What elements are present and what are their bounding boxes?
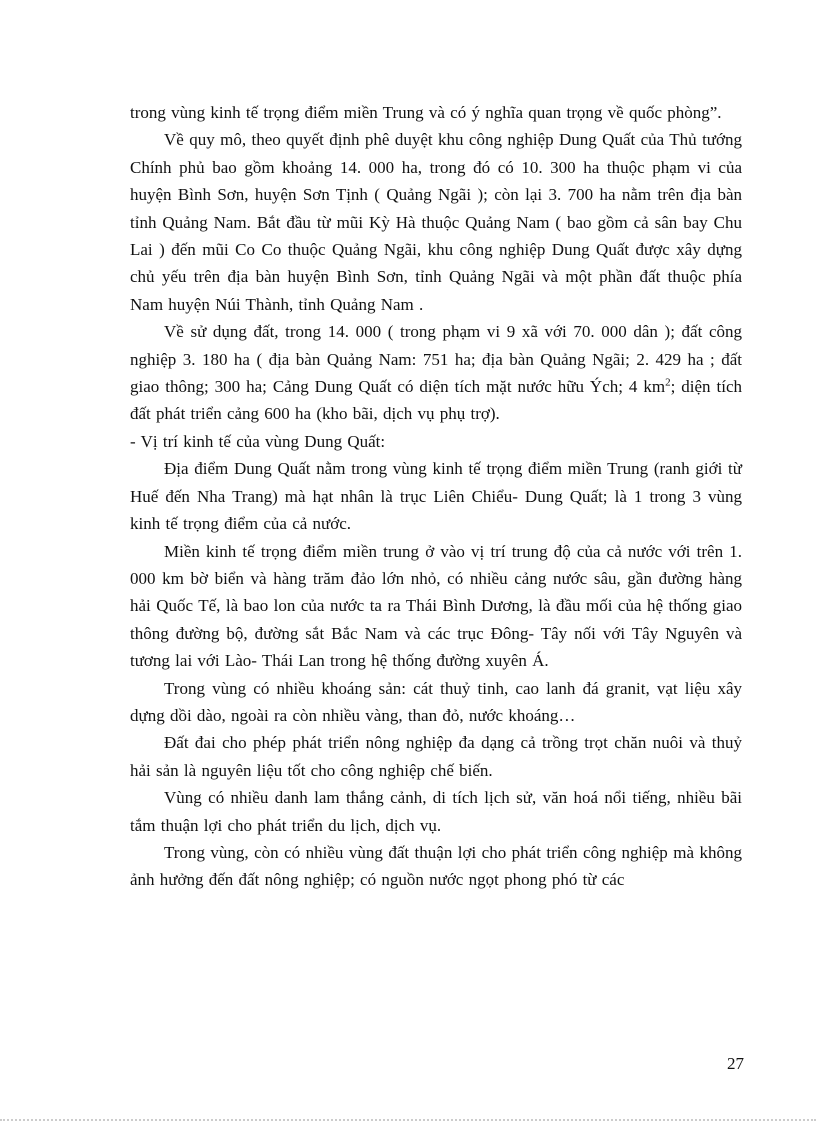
paragraph-text: - Vị trí kinh tế của vùng Dung Quất: — [130, 431, 386, 451]
paragraph-text: Trong vùng có nhiều khoáng sản: cát thuỷ tinh, cao lanh đá granit, vạt liệu xây dựng dồi dào, ngoài ra còn nhiều vàng, than đỏ, nước khoáng… — [130, 678, 742, 725]
paragraph-text: trong vùng kinh tế trọng điểm miền Trung và có ý nghĩa quan trọng về quốc phòng”. — [130, 103, 722, 122]
paragraph — [130, 839, 742, 894]
paragraph-text: Miền kinh tế trọng điểm miền trung ở vào vị trí trung độ của cả nước với trên 1. 000 km bờ biển và hàng trăm đảo lớn nhỏ, có nhiều cảng nước sâu, gần đường hàng hải Quốc Tế, là bao lon của nước ta ra Thái Bình Dương, là đầu mối của hệ thống giao thông đường bộ, đường sắt Bắc Nam và các trục Đông- Tây nối với Tây Nguyên và tương lai với Lào- Thái Lan trong hệ thống đường xuyên Á. — [130, 541, 742, 671]
scan-artifact-line — [0, 1119, 816, 1121]
paragraph — [130, 455, 742, 537]
paragraph-text: Đất đai cho phép phát triển nông nghiệp đa dạng cả trồng trọt chăn nuôi và thuỷ hải sản là nguyên liệu tốt cho công nghiệp chế biến. — [130, 733, 742, 780]
paragraph — [130, 428, 742, 455]
paragraph — [130, 784, 742, 839]
paragraph-text: Địa điểm Dung Quất nằm trong vùng kinh tế trọng điểm miền Trung (ranh giới từ Huế đến Nha Trang) mà hạt nhân là trục Liên Chiểu- Dung Quất; là 1 trong 3 vùng kinh tế trọng điểm của cả nước. — [130, 459, 742, 534]
paragraph — [130, 318, 742, 428]
paragraph — [130, 729, 742, 784]
paragraph-text: Về sử dụng đất, trong 14. 000 ( trong phạm vi 9 xã với 70. 000 dân ); đất công nghiệp 3. 180 ha ( địa bàn Quảng Nam: 751 ha; địa bàn Quảng Ngãi; 2. 429 ha ; đất giao thông; 300 ha; Cảng Dung Quất có diện tích mặt nước hữu Ých; 4 km — [130, 322, 742, 397]
paragraph — [130, 675, 742, 730]
paragraph — [130, 538, 742, 675]
paragraph — [130, 99, 742, 126]
superscript-text: 2 — [665, 376, 671, 389]
document-body — [130, 99, 742, 894]
paragraph-text: Trong vùng, còn có nhiều vùng đất thuận lợi cho phát triển công nghiệp mà không ảnh hưởng đến đất nông nghiệp; có nguồn nước ngọt phong phó từ các — [130, 842, 742, 890]
paragraph-text: Vùng có nhiều danh lam thắng cảnh, di tích lịch sử, văn hoá nổi tiếng, nhiều bãi tắm thuận lợi cho phát triển du lịch, dịch vụ. — [130, 788, 742, 835]
paragraph — [130, 126, 742, 318]
paragraph-text: ; diện tích đất phát triển cảng 600 ha (kho bãi, dịch vụ phụ trợ). — [130, 377, 743, 424]
page-number: 27 — [727, 1054, 744, 1073]
paragraph-text: Về quy mô, theo quyết định phê duyệt khu công nghiệp Dung Quất của Thủ tướng Chính phủ bao gồm khoảng 14. 000 ha, trong đó có 10. 300 ha thuộc phạm vi của huyện Bình Sơn, huyện Sơn Tịnh ( Quảng Ngãi ); còn lại 3. 700 ha nằm trên địa bàn tỉnh Quảng Nam. Bắt đầu từ mũi Kỳ Hà thuộc Quảng Nam ( bao gồm cả sân bay Chu Lai ) đến mũi Co Co thuộc Quảng Ngãi, khu công nghiệp Dung Quất được xây dựng chủ yếu trên địa bàn huyện Bình Sơn, tỉnh Quảng Ngãi và một phần đất thuộc phía Nam huyện Núi Thành, tỉnh Quảng Nam . — [130, 130, 742, 314]
